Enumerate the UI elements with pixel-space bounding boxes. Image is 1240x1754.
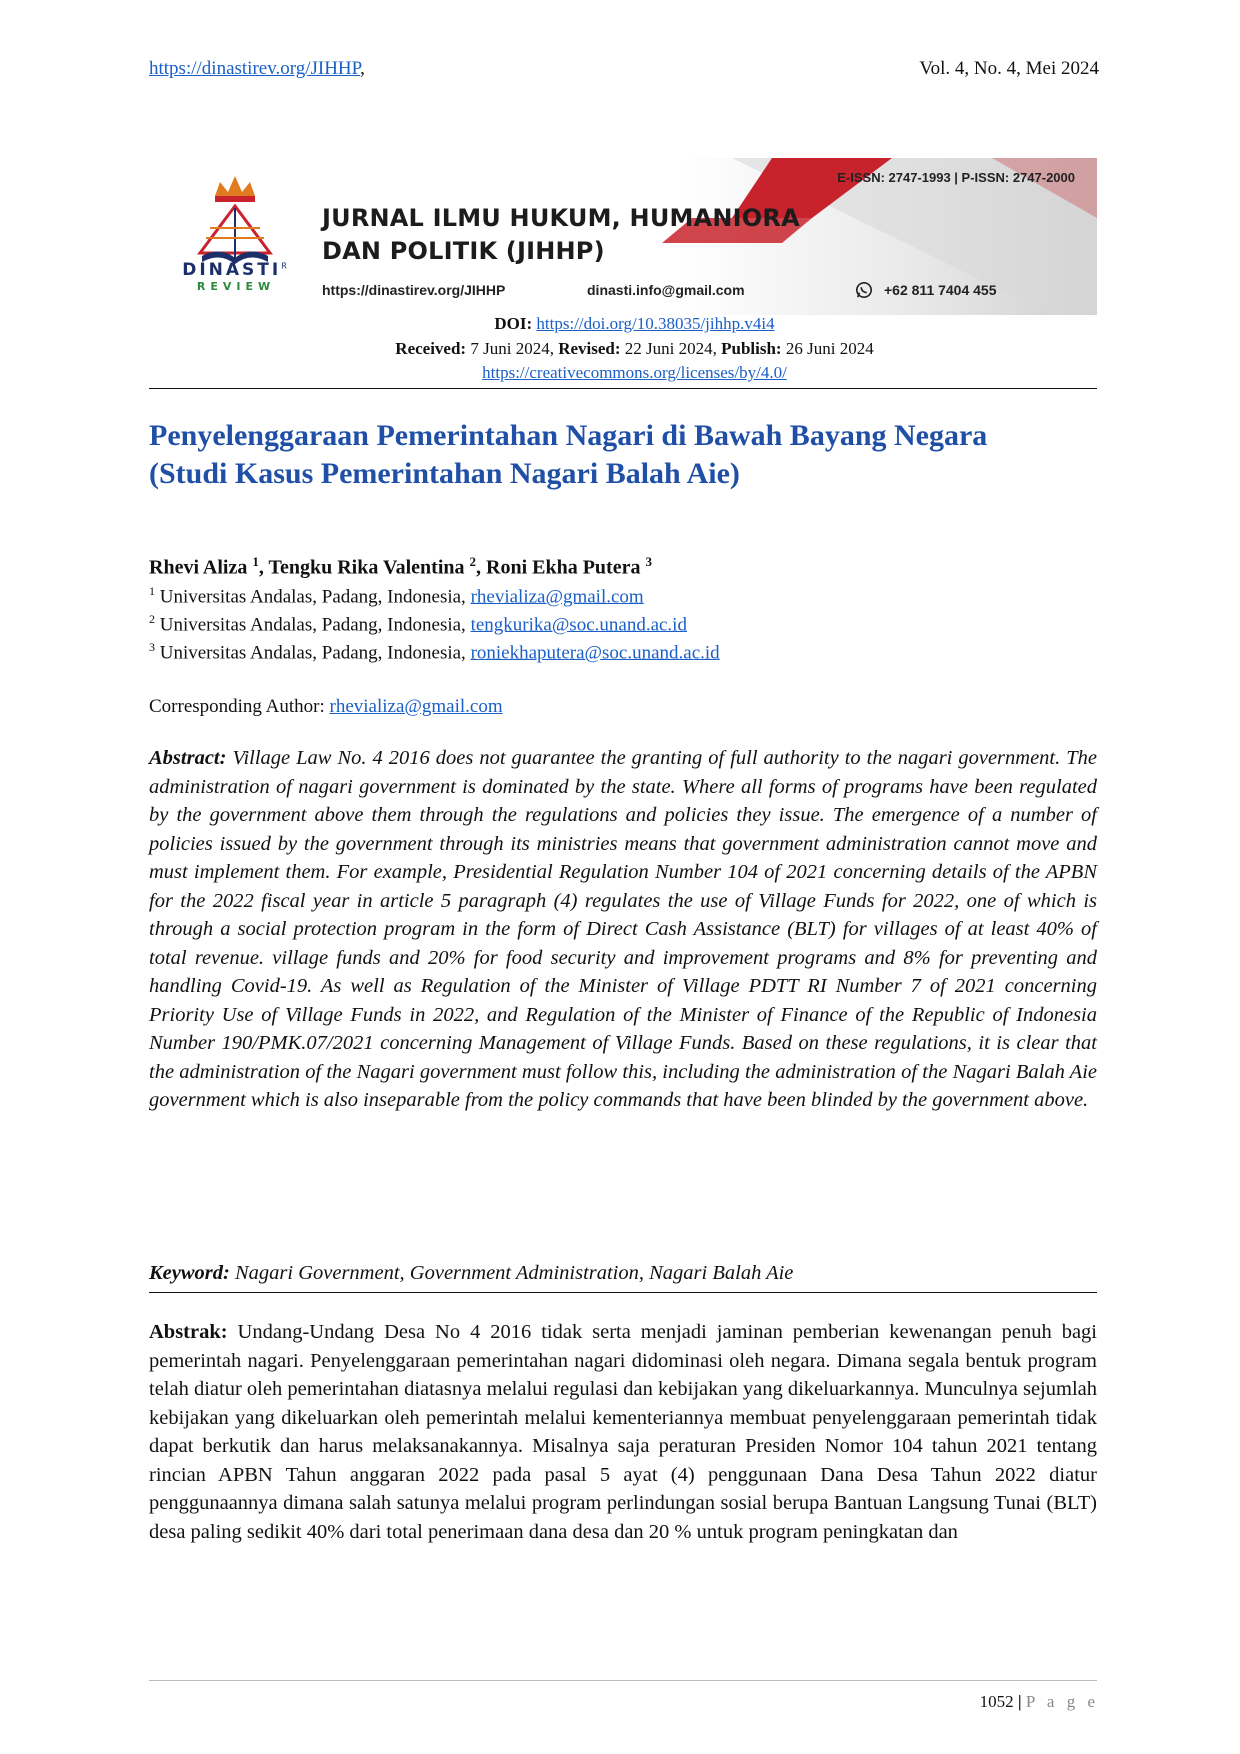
banner-website: https://dinastirev.org/JIHHP	[322, 282, 506, 298]
keywords: Keyword: Nagari Government, Government Administration, Nagari Balah Aie	[149, 1262, 794, 1284]
journal-banner	[172, 158, 1097, 315]
banner-phone: +62 811 7404 455	[884, 282, 997, 298]
affiliation-email[interactable]: tengkurika@soc.unand.ac.id	[470, 614, 687, 636]
page-label: P a g e	[1025, 1692, 1099, 1711]
author-list: Rhevi Aliza $^1$, Tengku Rika Valentina $^2$, Roni Ekha Putera $^3$	[149, 554, 652, 579]
logo-text: $DINASTI^R$	[182, 260, 290, 280]
dates-line: Received: 7 Juni 2024, Revised: 22 Juni 2024, Publish: 26 Juni 2024	[395, 339, 874, 358]
corresponding-author: Corresponding Author: rhevializa@gmail.com	[149, 696, 503, 717]
license-link[interactable]: https://creativecommons.org/licenses/by/4.0/	[482, 363, 787, 382]
corresponding-email[interactable]: rhevializa@gmail.com	[329, 696, 503, 717]
logo-subtext: REVIEW	[196, 280, 276, 293]
affiliation-email[interactable]: rhevializa@gmail.com	[470, 586, 644, 608]
affiliation-3: $^3$ Universitas Andalas, Padang, Indonesia, roniekhaputera@soc.unand.ac.id	[149, 640, 720, 664]
header-url[interactable]: https://dinastirev.org/JIHHP,	[149, 58, 365, 79]
affiliation-1: $^1$ Universitas Andalas, Padang, Indonesia, rhevializa@gmail.com	[149, 584, 644, 608]
footer-rule	[149, 1680, 1097, 1681]
doi-link[interactable]: https://doi.org/10.38035/jihhp.v4i4	[536, 314, 775, 333]
affiliation-email[interactable]: roniekhaputera@soc.unand.ac.id	[470, 642, 720, 664]
abstract-english: Abstract: Village Law No. 4 2016 does not guarantee the granting of full authority to the nagari government. The administration of nagari government is dominated by the state. Where all forms of programs have been regulated by the government above them through the regulations and policies they issue. The emergence of a number of policies issued by the government through its ministries means that government administration cannot move and must implement them. For example, Presidential Regulation Number 104 of 2021 concerning details of the APBN for the 2022 fiscal year in article 5 paragraph (4) regulates the use of Village Funds for 2022, one of which is through a social protection program in the form of Direct Cash Assistance (BLT) for villages of at least 40% of total revenue. village funds and 20% for food security and improvement programs and 8% for preventing and handling Covid-19. As well as Regulation of the Minister of Village PDTT RI Number 7 of 2021 concerning Priority Use of Village Funds in 2022, and Regulation of the Minister of Finance of the Republic of Indonesia Number 190/PMK.07/2021 concerning Management of Village Funds. Based on these regulations, it is clear that the administration of the Nagari government must follow this, including the administration of the Nagari Balah Aie government which is also inseparable from the policy commands that have been blinded by the government above.	[149, 747, 1098, 1111]
keyword-rule	[149, 1292, 1097, 1293]
journal-title: JURNAL ILMU HUKUM, HUMANIORA DAN POLITIK (JIHHP)	[322, 204, 800, 265]
page-footer: 1052 | P a g e	[979, 1692, 1099, 1711]
affiliation-2: $^2$ Universitas Andalas, Padang, Indonesia, tengkurika@soc.unand.ac.id	[149, 612, 687, 636]
banner-email: dinasti.info@gmail.com	[587, 282, 745, 298]
paper-title: Penyelenggaraan Pemerintahan Nagari di Bawah Bayang Negara (Studi Kasus Pemerintahan Nagari Balah Aie)	[149, 419, 988, 490]
header-volume: Vol. 4, No. 4, Mei 2024	[919, 58, 1099, 79]
page-number: 1052	[979, 1692, 1014, 1711]
whatsapp-icon	[855, 281, 873, 299]
abstract-indonesian: Abstrak: Undang-Undang Desa No 4 2016 tidak serta menjadi jaminan pemberian kewenangan penuh bagi pemerintah nagari. Penyelenggaraan pemerintahan nagari didominasi oleh negara. Dimana segala bentuk program telah diatur oleh pemerintahan diatasnya melalui regulasi dan kebijakan yang dikeluarkannya. Munculnya sejumlah kebijakan yang dikeluarkan oleh pemerintah melalui kementeriannya membuat penyelenggaraan pemerintah tidak dapat berkutik dan harus melaksanakannya. Misalnya saja peraturan Presiden Nomor 104 tahun 2021 tentang rincian APBN Tahun anggaran 2022 pada pasal 5 ayat (4) penggunaan Dana Desa Tahun 2022 diatur penggunaannya dimana salah satunya melalui program perlindungan sosial berupa Bantuan Langsung Tunai (BLT) desa paling sedikit 40% dari total penerimaan dana desa dan 20 % untuk program peningkatan dan	[149, 1321, 1097, 1543]
header-rule	[149, 388, 1097, 389]
issn: E-ISSN: 2747-1993 | P-ISSN: 2747-2000	[837, 170, 1075, 185]
license-line	[172, 363, 1097, 383]
doi-line: DOI: https://doi.org/10.38035/jihhp.v4i4	[494, 314, 775, 333]
